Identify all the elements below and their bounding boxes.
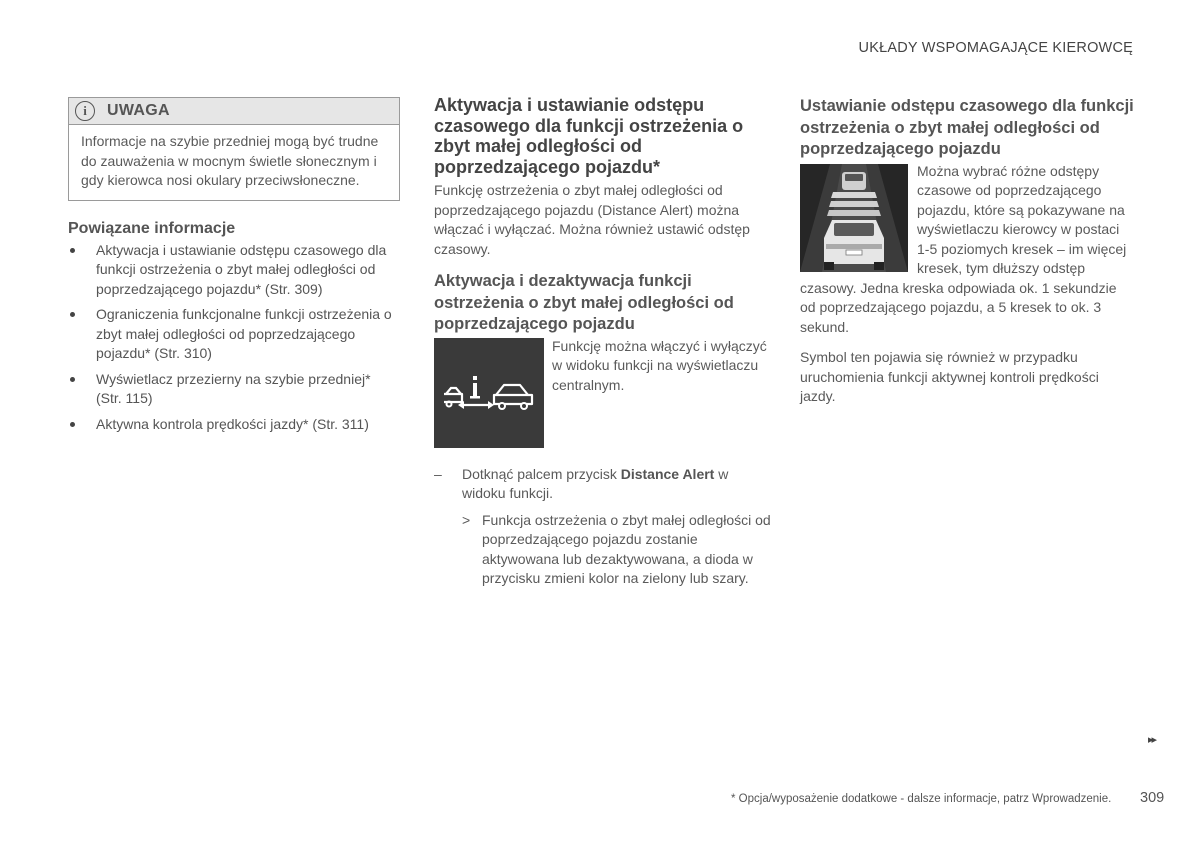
section-title: UKŁADY WSPOMAGAJĄCE KIEROWCĘ [858, 40, 1133, 56]
note-title: UWAGA [107, 102, 170, 119]
page-number: 309 [1140, 790, 1165, 806]
next-page-icon: ▸▸ [1148, 734, 1156, 746]
intro-text: Funkcję ostrzeżenia o zbyt małej odległości od poprzedzającego pojazdu (Distance Alert) można włączać i wyłączać. Można również ustawić odstęp czasowy. [434, 182, 750, 257]
step-text-before: Dotknąć palcem przycisk [462, 465, 621, 482]
info-icon: i [75, 101, 95, 121]
car-distance-illustration [800, 164, 908, 272]
time-gap-text: Można wybrać różne odstępy czasowe od poprzedzającego pojazdu, które są pokazywane na wyświetlaczu kierowcy w postaci 1-5 poziomych kresek – im więcej kresek, tym dłuższy odstęp czasowy. Jedna kreska odpowiada ok. 1 sekundzie od poprzedzającego pojazdu, a 5 kresek to ok. 3 sekund. [800, 162, 1127, 335]
note-text: Informacje na szybie przedniej mogą być trudne do zauważenia w mocnym świetle słonecznym i gdy kierowca nosi okulary przeciwsłoneczne. [81, 133, 379, 188]
result-text: Funkcja ostrzeżenia o zbyt małej odległości od poprzedzającego pojazdu zostanie aktywowana lub dezaktywowana, a dioda w przycisku zmieni kolor na zielony lub szary. [482, 511, 771, 586]
right-column [800, 96, 1135, 407]
left-column [68, 97, 400, 440]
symbol-text: Symbol ten pojawia się również w przypadku uruchomienia funkcji aktywnej kontroli prędkości jazdy. [800, 349, 1099, 404]
distance-alert-button-label: Distance Alert [620, 465, 715, 482]
step-item [434, 465, 772, 504]
related-list [68, 241, 400, 435]
icon-description: Funkcję można włączyć i wyłączyć w widoku funkcji na wyświetlaczu centralnym. [552, 337, 767, 393]
note-header [69, 98, 399, 125]
related-link-309[interactable]: Aktywacja i ustawianie odstępu czasowego dla funkcji ostrzeżenia o zbyt małej odległości od poprzedzającego pojazdu* (Str. 309) [68, 241, 400, 300]
time-gap-block [800, 162, 1135, 338]
distance-alert-icon [434, 338, 544, 448]
related-link-311[interactable]: Aktywna kontrola prędkości jazdy* (Str. 311) [68, 415, 400, 435]
main-title: Aktywacja i ustawianie odstępu czasowego dla funkcji ostrzeżenia o zbyt małej odległości od poprzedzającego pojazdu* [434, 95, 744, 177]
related-heading: Powiązane informacje [68, 219, 236, 237]
step-text-after: w widoku funkcji. [462, 465, 729, 501]
middle-column [434, 95, 772, 589]
time-gap-heading: Ustawianie odstępu czasowego dla funkcji ostrzeżenia o zbyt małej odległości od poprzedzającego pojazdu [800, 97, 1134, 158]
related-link-310[interactable]: Ograniczenia funkcjonalne funkcji ostrzeżenia o zbyt małej odległości od poprzedzającego pojazdu* (Str. 310) [68, 305, 400, 364]
step-result [434, 511, 772, 589]
footnote: * Opcja/wyposażenie dodatkowe - dalsze informacje, patrz Wprowadzenie. [731, 793, 1112, 805]
icon-block [434, 337, 772, 452]
result-marker: > [462, 511, 471, 528]
related-link-115[interactable]: Wyświetlacz przezierny na szybie przedniej* (Str. 115) [68, 370, 400, 409]
step-marker: – [434, 465, 442, 482]
note-box [68, 97, 400, 201]
activation-subheading: Aktywacja i dezaktywacja funkcji ostrzeżenia o zbyt małej odległości od poprzedzającego pojazdu [434, 272, 734, 333]
